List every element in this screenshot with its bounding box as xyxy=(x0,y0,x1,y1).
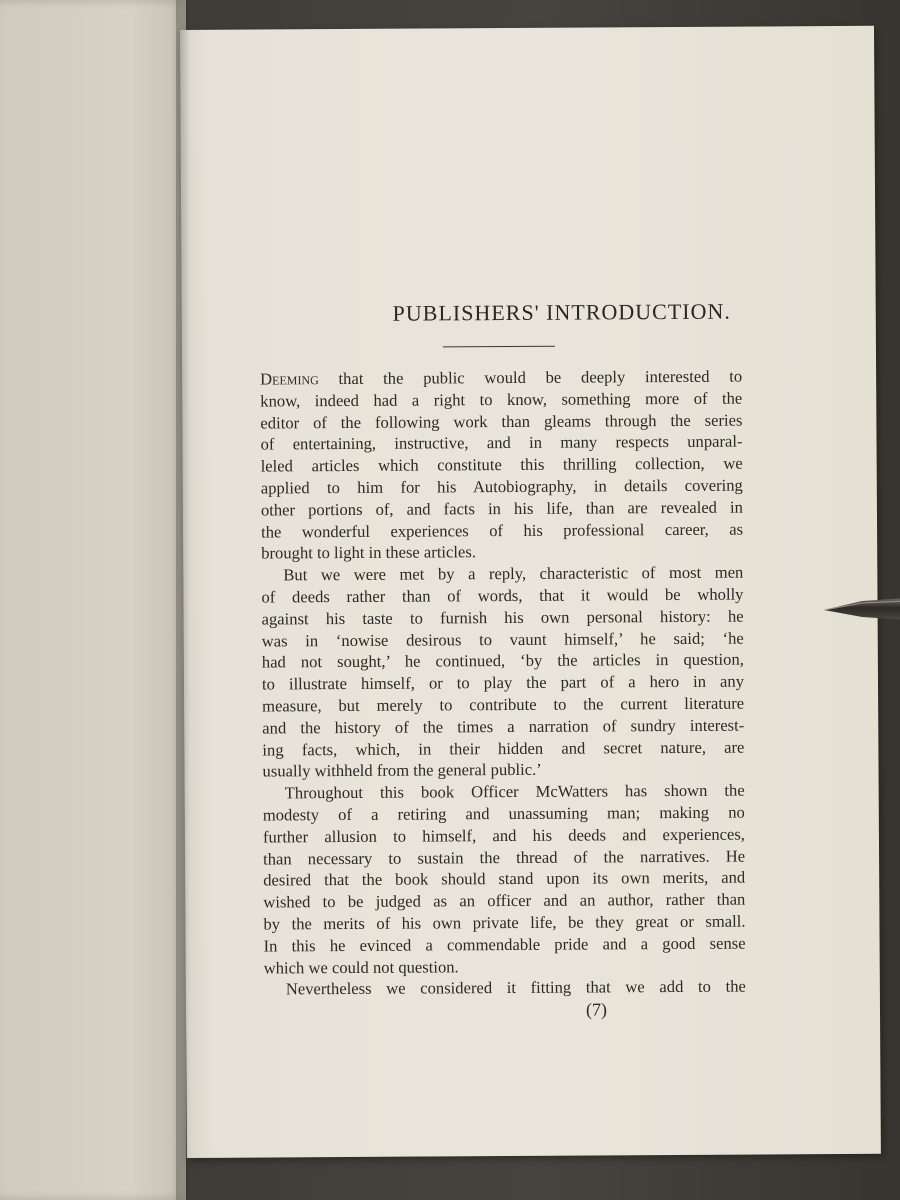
text-line: by the merits of his own private life, be they great or small. xyxy=(263,911,746,934)
text-line: leled articles which constitute this thrilling collection, we xyxy=(260,453,743,476)
body-text xyxy=(260,366,746,1001)
text-line: desired that the book should stand upon its own merits, and xyxy=(263,867,746,890)
gutter-shadow xyxy=(176,0,190,1200)
text-line: usually withheld from the general public.’ xyxy=(262,760,542,781)
text-line: the wonderful experiences of his professional career, as xyxy=(261,519,744,542)
text-line: brought to light in these articles. xyxy=(261,542,477,563)
text-line: Nevertheless we considered it fitting that we add to the xyxy=(285,976,746,999)
text-line: applied to him for his Autobiography, in details covering xyxy=(260,475,743,498)
page-heading: PUBLISHERS' INTRODUCTION. xyxy=(392,298,731,326)
text-line: measure, but merely to contribute to the current literature xyxy=(262,693,745,716)
text-line: know, indeed had a right to know, something more of the xyxy=(260,388,743,411)
text-line: against his taste to furnish his own personal history: he xyxy=(261,606,744,629)
text-line: had not sought,’ he continued, ‘by the articles in question, xyxy=(261,649,744,672)
heading-rule xyxy=(443,346,555,348)
text-line: was in ‘nowise desirous to vaunt himself,’ he said; ‘he xyxy=(261,628,744,651)
text-line: But we were met by a reply, characteristic of most men xyxy=(283,562,744,585)
pen-tip-icon xyxy=(822,592,900,626)
text-line: wished to be judged as an officer and an author, rather than xyxy=(263,889,746,912)
text-line: to illustrate himself, or to play the part of a hero in any xyxy=(261,671,745,694)
text-line: modesty of a retiring and unassuming man; making no xyxy=(262,802,745,825)
text-line: of deeds rather than of words, that it would be wholly xyxy=(261,584,744,607)
drop-word: Deeming xyxy=(260,369,319,389)
text-line: In this he evinced a commendable pride and a good sense xyxy=(263,933,746,956)
text-line: other portions of, and facts in his life, than are revealed in xyxy=(260,497,743,520)
text-line: Throughout this book Officer McWatters has shown the xyxy=(284,780,745,803)
text-line: editor of the following work than gleams through the series xyxy=(260,410,743,433)
text-line: ing facts, which, in their hidden and secret nature, are xyxy=(262,737,745,760)
left-page xyxy=(0,0,186,1200)
page-number: (7) xyxy=(585,999,608,1020)
text-line: than necessary to sustain the thread of the narratives. He xyxy=(263,846,746,869)
text-line: of entertaining, instructive, and in many respects unparal- xyxy=(260,431,743,454)
right-page xyxy=(180,26,881,1158)
text-line: which we could not question. xyxy=(263,956,459,978)
text-line: and the history of the times a narration of sundry interest- xyxy=(262,715,745,738)
text-line: Deeming that the public would be deeply interested to xyxy=(260,366,743,389)
text-line: further allusion to himself, and his deeds and experiences, xyxy=(262,824,745,847)
